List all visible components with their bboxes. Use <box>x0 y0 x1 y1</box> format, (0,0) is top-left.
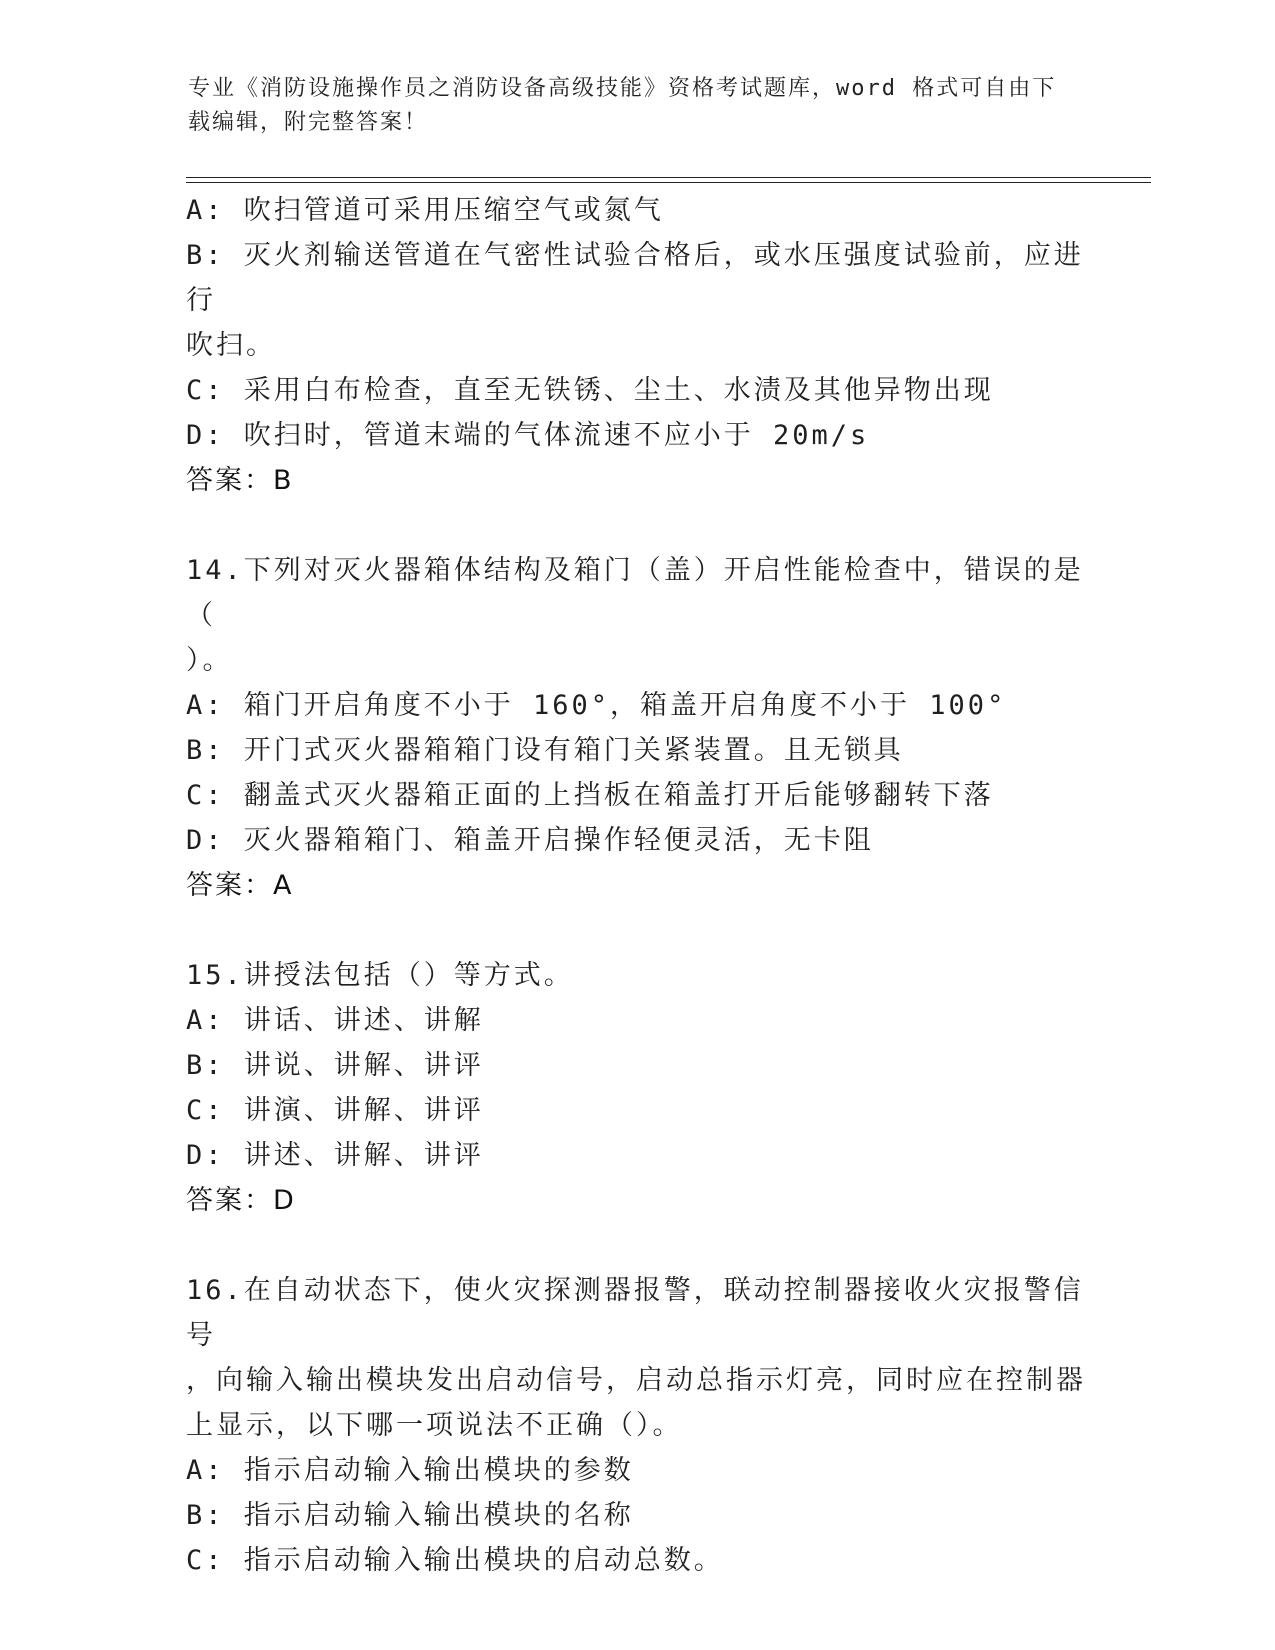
header-line-2: 载编辑，附完整答案！ <box>188 110 429 135</box>
header-rule-top <box>186 177 1151 178</box>
question-stem: 14.下列对灭火器箱体结构及箱门（盖）开启性能检查中，错误的是（ <box>186 555 1084 631</box>
question-16 <box>186 1268 1086 1583</box>
option-d: D: 吹扫时，管道末端的气体流速不应小于 20m/s <box>186 420 870 451</box>
option-a: A: 指示启动输入输出模块的参数 <box>186 1455 634 1486</box>
question-stem-continued: 上显示，以下哪一项说法不正确（）。 <box>186 1410 683 1441</box>
question-stem: 16.在自动状态下，使火灾探测器报警，联动控制器接收火灾报警信号 <box>186 1275 1084 1351</box>
option-b-continued: 吹扫。 <box>186 330 276 361</box>
header-line-1: 专业《消防设施操作员之消防设备高级技能》资格考试题库，word 格式可自由下 <box>188 76 1057 101</box>
question-14 <box>186 548 1086 908</box>
question-stem-continued: ，向输入输出模块发出启动信号，启动总指示灯亮，同时应在控制器 <box>186 1365 1086 1396</box>
option-c: C: 采用白布检查，直至无铁锈、尘土、水渍及其他异物出现 <box>186 375 994 406</box>
option-b: B: 开门式灭火器箱箱门设有箱门关紧装置。且无锁具 <box>186 735 904 766</box>
page-header <box>188 72 1068 140</box>
question-15 <box>186 953 1086 1223</box>
option-d: D: 灭火器箱箱门、箱盖开启操作轻便灵活，无卡阻 <box>186 825 874 856</box>
question-13 <box>186 188 1086 503</box>
question-stem-continued: ）。 <box>186 645 233 676</box>
option-c: C: 讲演、讲解、讲评 <box>186 1095 484 1126</box>
answer: 答案：A <box>186 870 294 901</box>
option-c: C: 指示启动输入输出模块的启动总数。 <box>186 1545 724 1576</box>
option-b: B: 灭火剂输送管道在气密性试验合格后，或水压强度试验前，应进行 <box>186 240 1084 316</box>
answer: 答案：D <box>186 1185 296 1216</box>
option-c: C: 翻盖式灭火器箱正面的上挡板在箱盖打开后能够翻转下落 <box>186 780 994 811</box>
option-b: B: 讲说、讲解、讲评 <box>186 1050 484 1081</box>
question-stem: 15.讲授法包括（）等方式。 <box>186 960 574 991</box>
option-a: A: 箱门开启角度不小于 160°，箱盖开启角度不小于 100° <box>186 690 1007 721</box>
question-list <box>186 188 1086 1583</box>
option-a: A: 讲话、讲述、讲解 <box>186 1005 484 1036</box>
option-d: D: 讲述、讲解、讲评 <box>186 1140 484 1171</box>
option-a: A: 吹扫管道可采用压缩空气或氮气 <box>186 195 664 226</box>
option-b: B: 指示启动输入输出模块的名称 <box>186 1500 634 1531</box>
answer: 答案：B <box>186 465 294 496</box>
header-rule-bottom <box>186 182 1151 183</box>
